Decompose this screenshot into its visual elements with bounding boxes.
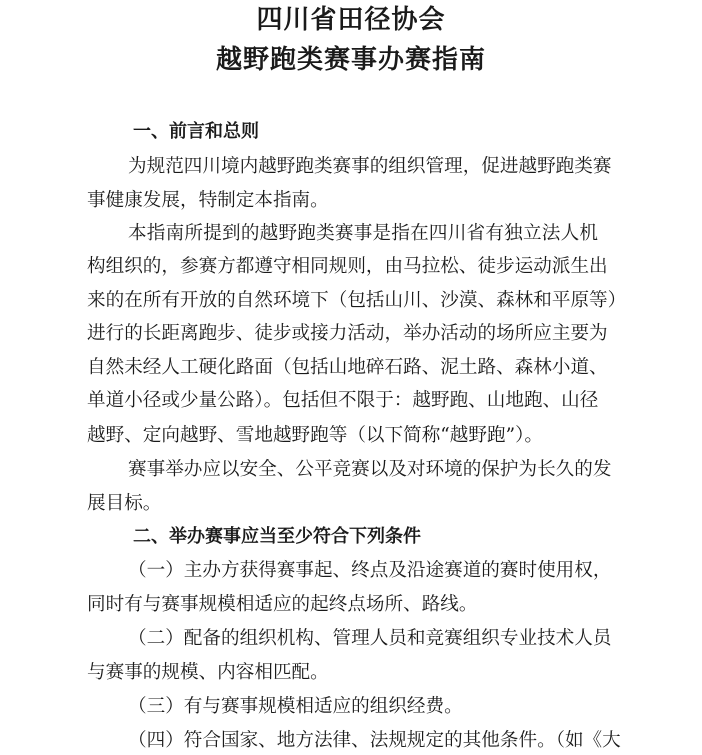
paragraph-line: 构组织的，参赛方都遵守相同规则，由马拉松、徒步运动派生出 [87,256,608,277]
paragraph-line: （四）符合国家、地方法律、法规规定的其他条件。（如《大 [128,730,621,751]
paragraph-line: 来的在所有开放的自然环境下（包括山川、沙漠、森林和平原等） [87,290,627,311]
section-1-heading: 一、前言和总则 [133,121,259,142]
paragraph-line: 单道小径或少量公路）。包括但不限于：越野跑、山地跑、山径 [87,390,599,411]
paragraph-line: 展目标。 [87,493,162,514]
paragraph-line: 为规范四川境内越野跑类赛事的组织管理，促进越野跑类赛 [128,156,612,177]
document-title-line-1: 四川省田径协会 [256,5,446,35]
paragraph-line: 同时有与赛事规模相适应的起终点场所、路线。 [87,594,478,615]
paragraph-line: （二）配备的组织机构、管理人员和竞赛组织专业技术人员 [128,628,612,649]
paragraph-line: 自然未经人工硬化路面（包括山地碎石路、泥土路、森林小道、 [87,357,608,378]
paragraph-line: （一）主办方获得赛事起、终点及沿途赛道的赛时使用权， [128,560,612,581]
paragraph-line: 事健康发展，特制定本指南。 [87,190,329,211]
paragraph-line: （三）有与赛事规模相适应的组织经费。 [128,696,463,717]
paragraph-line: 越野、定向越野、雪地越野跑等（以下简称“越野跑”）。 [87,425,543,446]
paragraph-line: 与赛事的规模、内容相匹配。 [87,662,329,683]
paragraph-line: 赛事举办应以安全、公平竞赛以及对环境的保护为长久的发 [128,459,612,480]
document-title-line-2: 越野跑类赛事办赛指南 [215,45,486,75]
paragraph-line: 进行的长距离跑步、徒步或接力活动，举办活动的场所应主要为 [87,323,608,344]
paragraph-line: 本指南所提到的越野跑类赛事是指在四川省有独立法人机 [128,223,598,244]
section-2-heading: 二、举办赛事应当至少符合下列条件 [133,526,421,547]
